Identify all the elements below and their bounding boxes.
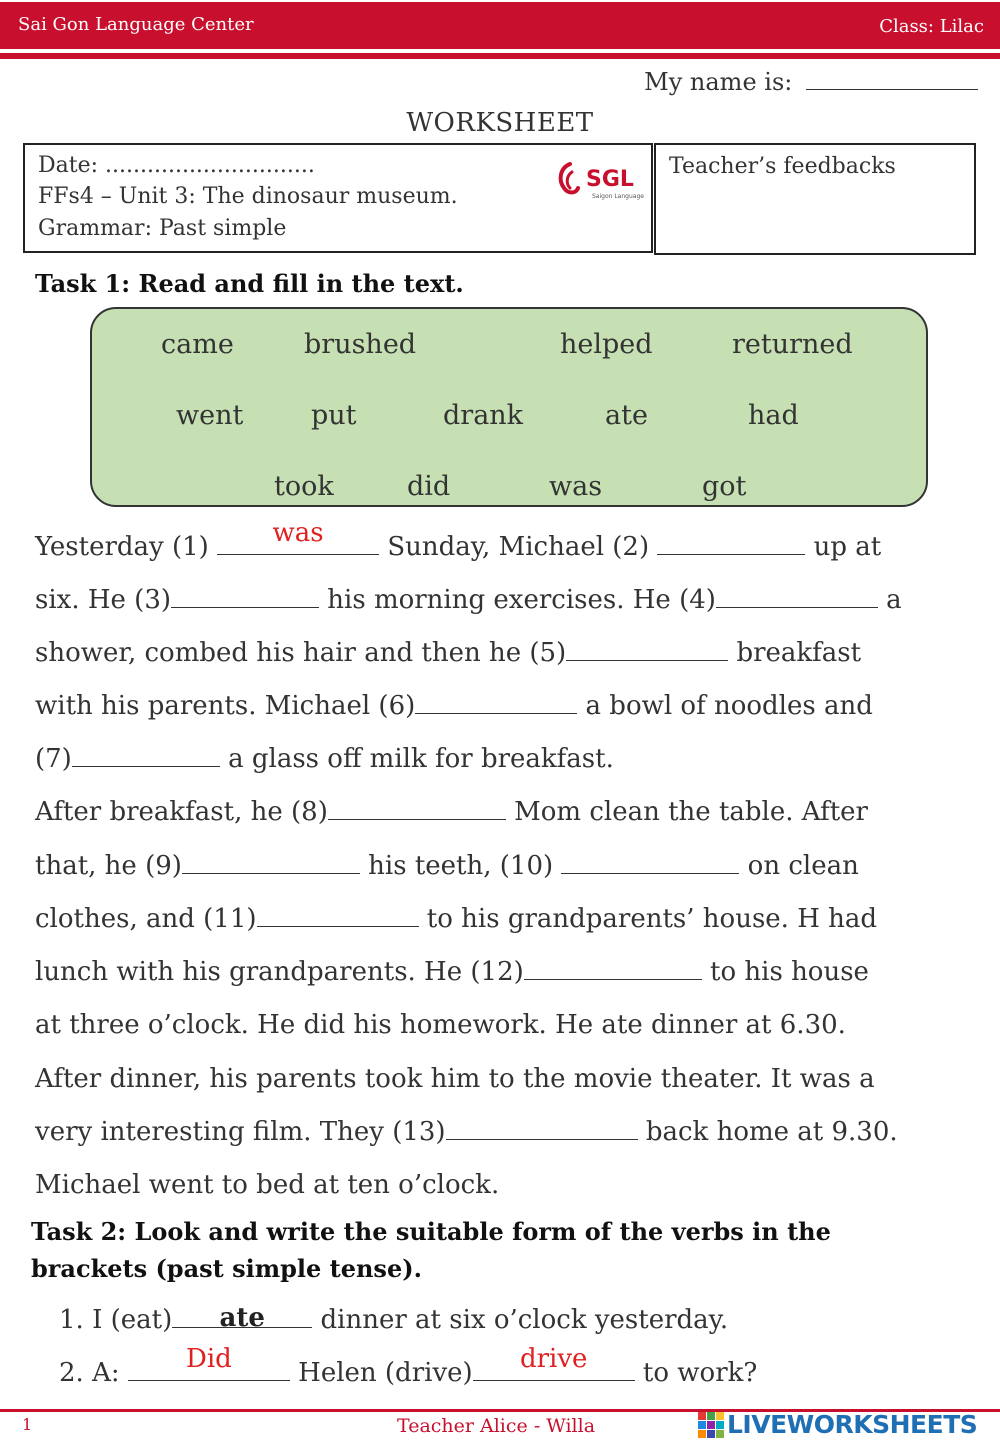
task1-line: After dinner, his parents took him to the movie theater. It was a bbox=[35, 1064, 875, 1094]
task1-line: that, he (9) his teeth, (10) on clean bbox=[35, 851, 859, 881]
grammar-line: Grammar: Past simple bbox=[38, 216, 287, 241]
word-bank-item: took bbox=[274, 471, 334, 502]
word-bank bbox=[90, 307, 928, 507]
answer-blank-1[interactable] bbox=[217, 518, 379, 555]
logo-text: SGL bbox=[586, 167, 634, 192]
sgl-logo bbox=[556, 158, 652, 204]
answer-blank-12[interactable] bbox=[524, 957, 702, 980]
liveworksheets-text: LIVEWORKSHEETS bbox=[727, 1410, 978, 1439]
word-bank-item: drank bbox=[443, 400, 524, 431]
word-bank-item: came bbox=[161, 329, 234, 360]
task2-title-line1: Task 2: Look and write the suitable form of the verbs in the bbox=[31, 1217, 831, 1246]
answer-blank-11[interactable] bbox=[257, 904, 419, 927]
task2-q2-answer-1: Did bbox=[185, 1344, 232, 1374]
task2-q1-answer: ate bbox=[219, 1303, 265, 1333]
answer-blank-5[interactable] bbox=[566, 638, 728, 661]
answer-blank-7[interactable] bbox=[72, 744, 220, 767]
task2-title-line2: brackets (past simple tense). bbox=[31, 1254, 422, 1283]
task1-line: lunch with his grandparents. He (12) to his house bbox=[35, 957, 869, 987]
answer-blank-3[interactable] bbox=[171, 585, 319, 608]
task1-line: Michael went to bed at ten o’clock. bbox=[35, 1170, 500, 1200]
word-bank-item: put bbox=[311, 400, 357, 431]
task1-line: Yesterday (1) was Sunday, Michael (2) up at bbox=[35, 518, 882, 562]
class-label: Class: Lilac bbox=[879, 16, 984, 37]
task2-q2-answer-2: drive bbox=[519, 1344, 588, 1374]
worksheet-title: WORKSHEET bbox=[406, 108, 594, 138]
word-bank-item: did bbox=[407, 471, 451, 502]
word-bank-item: ate bbox=[605, 400, 648, 431]
answer-blank-2[interactable] bbox=[657, 532, 805, 555]
answer-blank-4[interactable] bbox=[716, 585, 878, 608]
task1-line: six. He (3) his morning exercises. He (4) a bbox=[35, 585, 902, 615]
task1-line: shower, combed his hair and then he (5) breakfast bbox=[35, 638, 862, 668]
task1-line: clothes, and (11) to his grandparents’ house. H had bbox=[35, 904, 878, 934]
word-bank-item: got bbox=[702, 471, 747, 502]
task2-question-1: 1. I (eat) ate dinner at six o’clock yesterday. bbox=[59, 1303, 729, 1335]
task1-title: Task 1: Read and fill in the text. bbox=[35, 269, 464, 298]
word-bank-item: returned bbox=[732, 329, 853, 360]
name-input[interactable] bbox=[806, 69, 978, 90]
logo-subtext: Saigon Language bbox=[592, 193, 644, 200]
task2-q2-blank-1[interactable] bbox=[128, 1344, 290, 1381]
answer-blank-9[interactable] bbox=[182, 851, 360, 874]
word-bank-item: was bbox=[549, 471, 603, 502]
task1-line: (7) a glass off milk for breakfast. bbox=[35, 744, 614, 774]
name-row bbox=[644, 68, 978, 96]
word-bank-item: helped bbox=[560, 329, 653, 360]
feedback-box bbox=[654, 143, 976, 255]
task2-question-2: 2. A: Did Helen (drive) drive to work? bbox=[59, 1344, 758, 1388]
task2-q2-blank-2[interactable] bbox=[473, 1344, 635, 1381]
answer-1: was bbox=[272, 518, 324, 548]
task2-q1-blank[interactable] bbox=[172, 1303, 312, 1333]
task1-line: very interesting film. They (13) back home at 9.30. bbox=[35, 1117, 898, 1147]
unit-line: FFs4 – Unit 3: The dinosaur museum. bbox=[38, 184, 458, 209]
word-bank-item: went bbox=[176, 400, 244, 431]
center-name: Sai Gon Language Center bbox=[18, 14, 254, 35]
word-bank-item: had bbox=[748, 400, 799, 431]
header-divider bbox=[0, 53, 1000, 59]
liveworksheets-icon bbox=[697, 1411, 725, 1439]
feedback-label: Teacher’s feedbacks bbox=[669, 154, 896, 179]
word-bank-item: brushed bbox=[304, 329, 417, 360]
answer-blank-8[interactable] bbox=[328, 797, 506, 820]
task1-line: at three o’clock. He did his homework. He ate dinner at 6.30. bbox=[35, 1010, 846, 1040]
task1-line: After breakfast, he (8) Mom clean the table. After bbox=[35, 797, 868, 827]
answer-blank-13[interactable] bbox=[446, 1117, 638, 1140]
name-label: My name is: bbox=[644, 68, 793, 96]
answer-blank-6[interactable] bbox=[415, 691, 577, 714]
task1-line: with his parents. Michael (6) a bowl of noodles and bbox=[35, 691, 873, 721]
page-number: 1 bbox=[22, 1415, 33, 1434]
date-line: Date: .............................. bbox=[38, 153, 315, 178]
header-bar bbox=[0, 2, 1000, 49]
teacher-credit: Teacher Alice - Willa bbox=[397, 1415, 596, 1437]
answer-blank-10[interactable] bbox=[561, 851, 739, 874]
liveworksheets-logo[interactable] bbox=[697, 1410, 997, 1440]
